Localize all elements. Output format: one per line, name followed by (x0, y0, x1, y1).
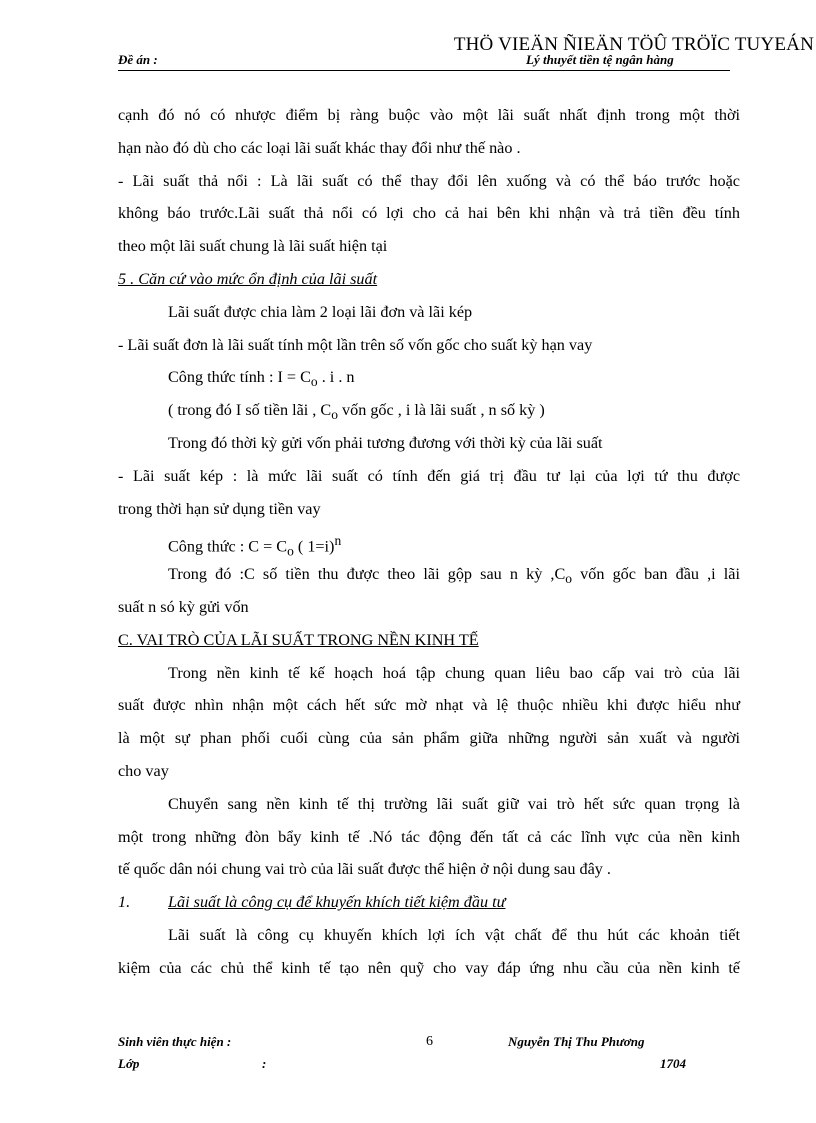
paragraph-line: không báo trước.Lãi suất thả nổi có lợi cho cả hai bên khi nhận và trả tiền đều tính (118, 204, 740, 223)
page-body (118, 99, 740, 985)
paragraph-line: kiệm của các chủ thể kinh tế tạo nên quỹ cho vay đáp ứng nhu cầu của nền kinh tế (118, 958, 740, 977)
subsection-title: Lãi suất là công cụ để khuyến khích tiết kiệm đầu tư (168, 893, 506, 912)
section-heading-c-text: C. VAI TRÒ CỦA LÃI SUẤT TRONG NỀN KINH TẾ (118, 630, 479, 649)
paragraph-line: theo một lãi suất chung là lãi suất hiện tại (118, 237, 388, 256)
paragraph-line: Trong đó thời kỳ gửi vốn phải tương đương với thời kỳ của lãi suất (168, 433, 603, 452)
section-heading-5-text: 5 . Căn cứ vào mức ổn định của lãi suất (118, 269, 378, 288)
header-rule (118, 70, 730, 71)
paragraph-line: cho vay (118, 761, 169, 780)
paragraph-line: Chuyển sang nền kinh tế thị trường lãi suất giữ vai trò hết sức quan trọng là (168, 794, 740, 813)
header-subject-title: Lý thuyết tiền tệ ngân hàng (526, 52, 674, 67)
paragraph-line: - Lãi suất đơn là lãi suất tính một lần trên số vốn gốc cho suất kỳ hạn vay (118, 335, 593, 354)
paragraph-line: là một sự phan phối cuối cùng của sản phẩm giữa những người sản xuất và người (118, 729, 740, 748)
paragraph-line: suất n só kỳ gửi vốn (118, 597, 249, 616)
footer-class-label: Lớp (118, 1056, 140, 1071)
section-heading-c (118, 624, 740, 657)
compound-interest-formula: Công thức : $C = C_o$ ( 1=i)$^n$ (168, 533, 342, 559)
header-project-label: Đề án : (118, 52, 158, 67)
subsection-number: 1. (118, 893, 131, 912)
paragraph-line: một trong những đòn bẩy kinh tế .Nó tác động đến tất cả các lĩnh vực của nền kinh (118, 827, 740, 846)
paragraph-line: tế quốc dân nói chung vai trò của lãi suất được thể hiện ở nội dung sau đây . (118, 860, 611, 879)
paragraph-line: Lãi suất được chia làm 2 loại lãi đơn và lãi kép (168, 302, 473, 321)
page-number: 6 (426, 1034, 433, 1049)
footer-class-colon: : (262, 1056, 267, 1071)
paragraph-line: - Lãi suất thả nổi : Là lãi suất có thể thay đổi lên xuống và có thể báo trước hoặc (118, 171, 740, 190)
paragraph-line: - Lãi suất kép : là mức lãi suất có tính đến giá trị đầu tư lại của lợi tứ thu được (118, 466, 740, 485)
subsection-heading-1 (118, 886, 740, 919)
paragraph-line: hạn nào đó dù cho các loại lãi suất khác thay đổi như thế nào . (118, 138, 521, 157)
paragraph-line: trong thời hạn sử dụng tiền vay (118, 499, 321, 518)
footer-student-name: Nguyễn Thị Thu Phương (508, 1034, 645, 1049)
simple-interest-formula: Công thức tính : $I = C_o$ . i . n (168, 368, 355, 390)
watermark-text: THÖ VIEÄN ÑIEÄN TÖÛ TRÖÏC TUYEÁN (453, 34, 814, 55)
paragraph-line: Trong nền kinh tế kế hoạch hoá tập chung quan liêu bao cấp vai trò của lãi (168, 663, 740, 682)
paragraph-line: suất được nhìn nhận một cách hết sức mờ nhạt và lệ thuộc nhiều khi được hiểu như (118, 696, 740, 715)
formula-legend: ( trong đó I số tiền lãi , $C_o$ vốn gốc , i là lãi suất , n số kỳ ) (168, 401, 545, 423)
section-heading-5 (118, 263, 740, 296)
paragraph-line: cạnh đó nó có nhược điểm bị ràng buộc vào một lãi suất nhất định trong một thời (118, 106, 740, 124)
footer-class-value: 1704 (660, 1056, 686, 1071)
formula-explanation: Trong đó :C số tiền thu được theo lãi gộp sau n kỳ $,C_o$ vốn gốc ban đầu ,i lãi (168, 565, 740, 587)
footer-student-label: Sinh viên thực hiện : (118, 1034, 232, 1049)
paragraph-line: Lãi suất là công cụ khuyến khích lợi ích vật chất để thu hút các khoản tiết (168, 925, 740, 944)
